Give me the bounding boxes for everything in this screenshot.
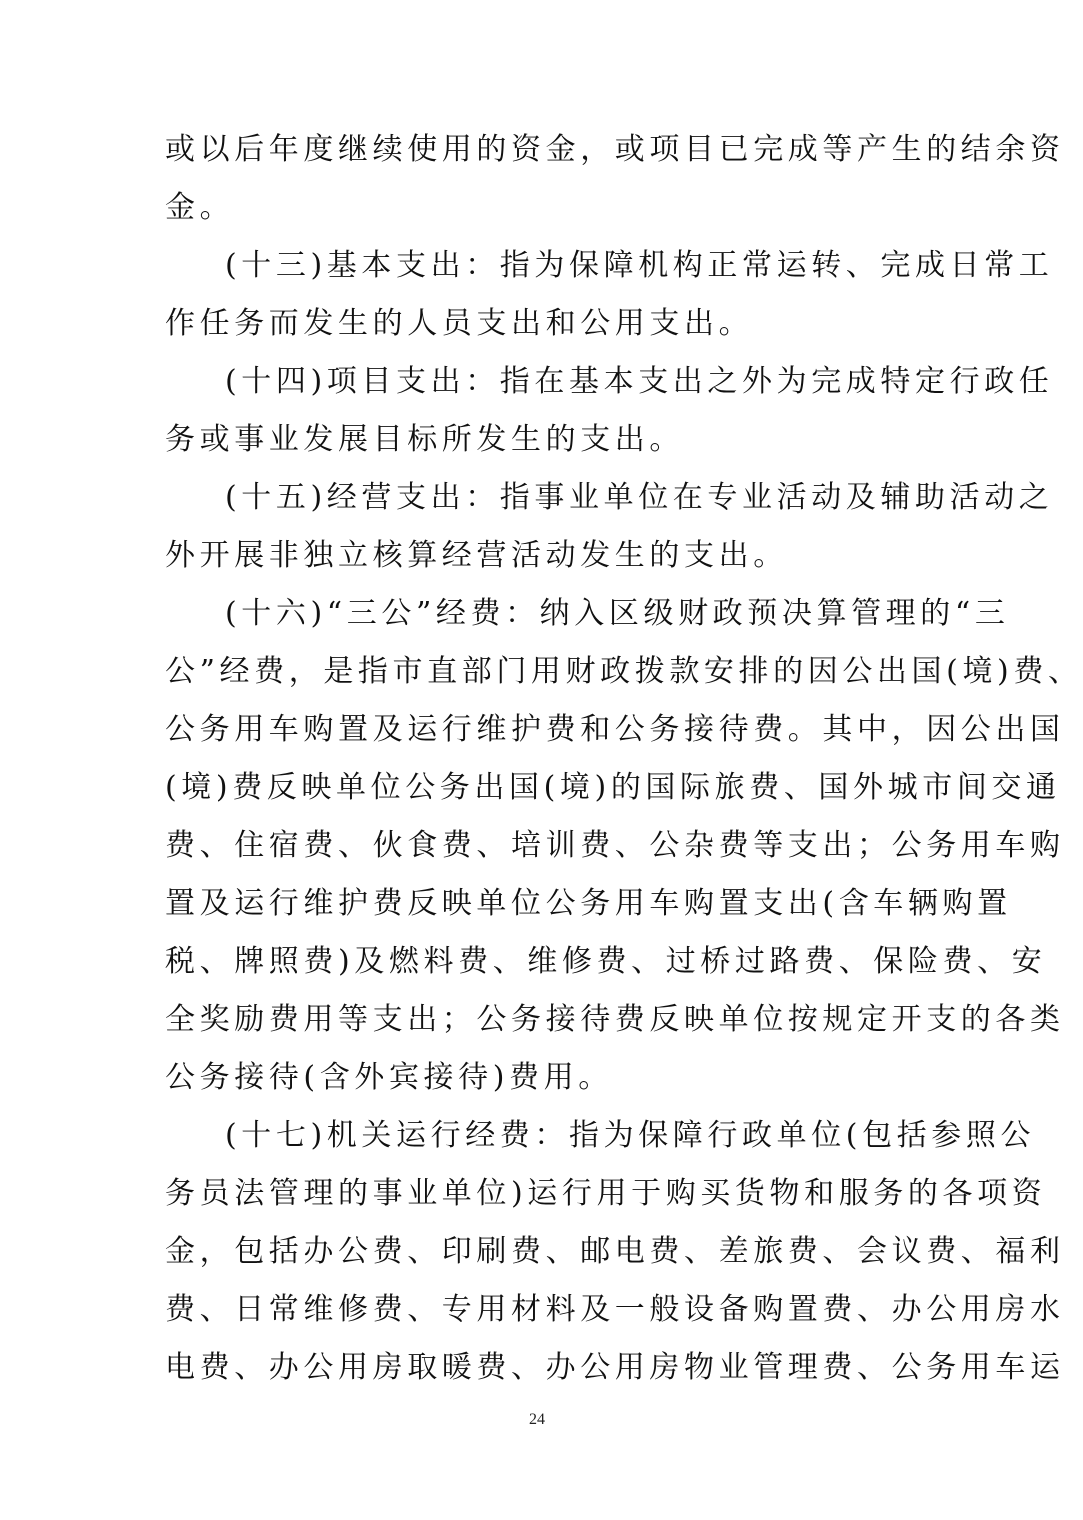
text-line: 金，包括办公费、印刷费、邮电费、差旅费、会议费、福利 <box>165 1234 1065 1269</box>
text-line: 金。 <box>165 190 235 225</box>
paragraph-17-heading-line: (十七)机关运行经费：指为保障行政单位(包括参照公 <box>225 1118 1036 1153</box>
text-line: 外开展非独立核算经营活动发生的支出。 <box>165 538 788 573</box>
text-line: 务员法管理的事业单位)运行用于购买货物和服务的各项资 <box>165 1176 1047 1211</box>
text-line: 或以后年度继续使用的资金，或项目已完成等产生的结余资 <box>165 132 1065 167</box>
body-text <box>165 121 1083 1397</box>
page-number: 24 <box>529 1411 545 1428</box>
text-line: 公”经费，是指市直部门用财政拨款安排的因公出国(境)费、 <box>165 654 1083 689</box>
text-line: 全奖励费用等支出；公务接待费反映单位按规定开支的各类 <box>165 1002 1065 1037</box>
paragraph-16-heading-line: (十六)“三公”经费：纳入区级财政预决算管理的“三 <box>225 596 1010 631</box>
paragraph-14-heading-line: (十四)项目支出：指在基本支出之外为完成特定行政任 <box>225 364 1054 399</box>
text-line: 作任务而发生的人员支出和公用支出。 <box>165 306 754 341</box>
text-line: 税、牌照费)及燃料费、维修费、过桥过路费、保险费、安 <box>165 944 1047 979</box>
text-line: 务或事业发展目标所发生的支出。 <box>165 422 684 457</box>
text-line: 置及运行维护费反映单位公务用车购置支出(含车辆购置 <box>165 886 1012 921</box>
text-line: 公务接待(含外宾接待)费用。 <box>165 1060 613 1095</box>
text-line: 公务用车购置及运行维护费和公务接待费。其中，因公出国 <box>165 712 1065 747</box>
paragraph-15-heading-line: (十五)经营支出：指事业单位在专业活动及辅助活动之 <box>225 480 1054 515</box>
text-line: 电费、办公用房取暖费、办公用房物业管理费、公务用车运 <box>165 1350 1065 1385</box>
text-line: 费、住宿费、伙食费、培训费、公杂费等支出；公务用车购 <box>165 828 1065 863</box>
paragraph-13-heading-line: (十三)基本支出：指为保障机构正常运转、完成日常工 <box>225 248 1054 283</box>
text-line: (境)费反映单位公务出国(境)的国际旅费、国外城市间交通 <box>165 770 1061 805</box>
text-line: 费、日常维修费、专用材料及一般设备购置费、办公用房水 <box>165 1292 1065 1327</box>
